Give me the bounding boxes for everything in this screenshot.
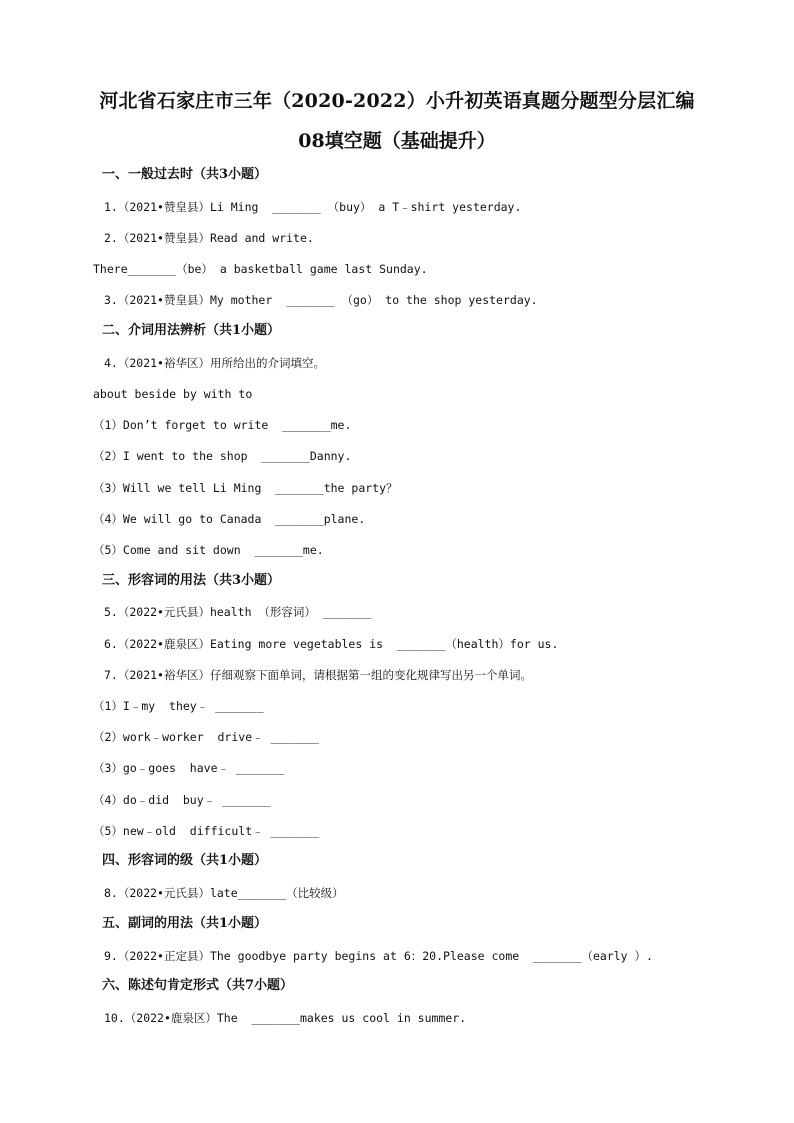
section-heading-4: 四、形容词的级（共1小题）: [102, 853, 268, 868]
section-heading-6: 六、陈述句肯定形式（共7小题）: [102, 978, 294, 993]
question-4-item-3: （3）Will we tell Li Ming _______the party？: [93, 481, 398, 495]
question-1: 1.（2021•赞皇县）Li Ming _______ （buy） a T﹣shirt yesterday.: [104, 200, 522, 214]
question-4-item-5: （5）Come and sit down _______me.: [93, 543, 324, 557]
section-heading-2: 二、介词用法辨析（共1小题）: [102, 323, 281, 338]
question-7: 7.（2021•裕华区）仔细观察下面单词，请根据第一组的变化规律写出另一个单词。: [104, 668, 532, 682]
question-2-sentence: There_______（be） a basketball game last Sunday.: [93, 262, 428, 276]
question-7-item-2: （2）work﹣worker drive﹣ _______: [93, 730, 320, 744]
question-7-item-3: （3）go﹣goes have﹣ _______: [93, 761, 285, 775]
question-4: 4.（2021•裕华区）用所给出的介词填空。: [104, 356, 325, 370]
question-7-item-1: （1）I﹣my they﹣ _______: [93, 699, 264, 713]
question-10: 10.（2022•鹿泉区）The _______makes us cool in summer.: [104, 1011, 467, 1025]
question-8: 8.（2022•元氏县）late_______（比较级）: [104, 886, 344, 900]
question-4-item-2: （2）I went to the shop _______Danny.: [93, 449, 352, 463]
section-heading-1: 一、一般过去时（共3小题）: [102, 167, 268, 182]
document-title-line2: 08填空题（基础提升）: [298, 130, 496, 152]
question-2: 2.（2021•赞皇县）Read and write.: [104, 231, 314, 245]
question-7-item-4: （4）do﹣did buy﹣ _______: [93, 793, 271, 807]
question-4-item-1: （1）Don’t forget to write _______me.: [93, 418, 352, 432]
question-6: 6.（2022•鹿泉区）Eating more vegetables is _______（health）for us.: [104, 637, 559, 651]
question-5: 5.（2022•元氏县）health （形容词） _______: [104, 605, 372, 619]
question-4-word-bank: about beside by with to: [93, 387, 253, 401]
section-heading-5: 五、副词的用法（共1小题）: [102, 916, 268, 931]
document-title-line1: 河北省石家庄市三年（2020-2022）小升初英语真题分题型分层汇编: [99, 90, 695, 112]
question-3: 3.（2021•赞皇县）My mother _______ （go） to the shop yesterday.: [104, 293, 538, 307]
section-heading-3: 三、形容词的用法（共3小题）: [102, 573, 281, 588]
question-7-item-5: （5）new﹣old difficult﹣ _______: [93, 824, 320, 838]
question-4-item-4: （4）We will go to Canada _______plane.: [93, 512, 366, 526]
question-9: 9.（2022•正定县）The goodbye party begins at 6：20.Please come _______（early ）.: [104, 949, 653, 963]
